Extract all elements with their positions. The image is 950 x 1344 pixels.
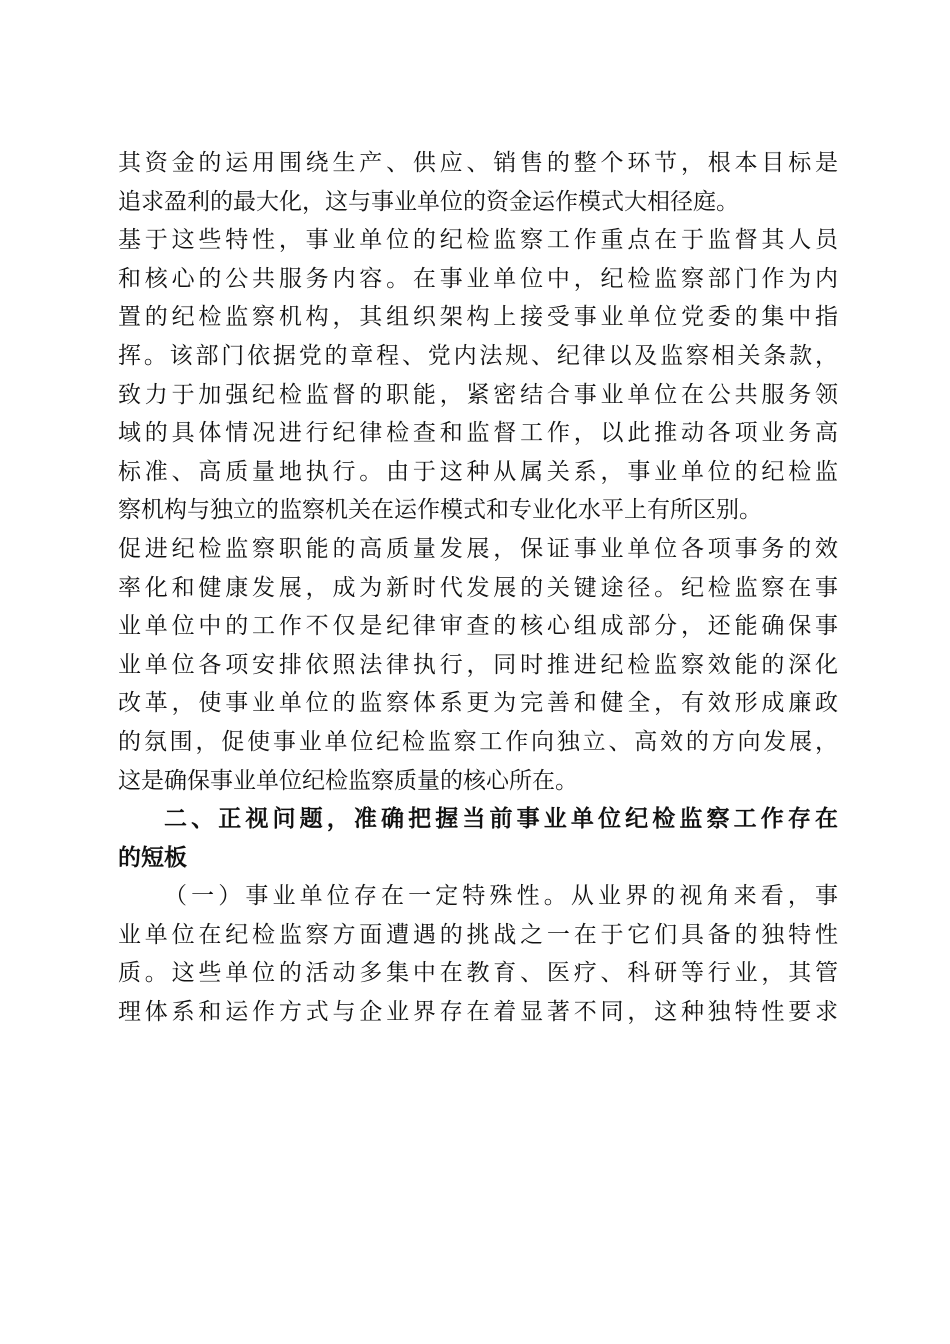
text-line: 其资金的运用围绕生产、供应、销售的整个环节，根本目标是 bbox=[118, 150, 838, 176]
section-heading-2 bbox=[118, 800, 838, 877]
text-line: 标准、高质量地执行。由于这种从属关系，事业单位的纪检监 bbox=[118, 458, 838, 485]
text-line: 业单位各项安排依照法律执行，同时推进纪检监察效能的深化 bbox=[118, 651, 838, 678]
paragraph-2 bbox=[118, 221, 838, 530]
text-line: 质。这些单位的活动多集中在教育、医疗、科研等行业，其管 bbox=[118, 960, 838, 987]
paragraph-3 bbox=[118, 530, 838, 800]
text-line: 的氛围，促使事业单位纪检监察工作向独立、高效的方向发展， bbox=[118, 728, 838, 755]
heading-line: 的短板 bbox=[118, 844, 187, 871]
text-line: 业单位在纪检监察方面遭遇的挑战之一在于它们具备的独特性 bbox=[118, 921, 838, 948]
paragraph-1 bbox=[118, 144, 838, 221]
text-line: 促进纪检监察职能的高质量发展，保证事业单位各项事务的效 bbox=[118, 535, 838, 562]
text-line: 追求盈利的最大化，这与事业单位的资金运作模式大相径庭。 bbox=[118, 188, 739, 215]
text-line: 改革，使事业单位的监察体系更为完善和健全，有效形成廉政 bbox=[118, 690, 838, 717]
text-line: 察机构与独立的监察机关在运作模式和专业化水平上有所区别。 bbox=[118, 497, 762, 524]
text-line: 挥。该部门依据党的章程、党内法规、纪律以及监察相关条款， bbox=[118, 342, 838, 369]
text-line: 这是确保事业单位纪检监察质量的核心所在。 bbox=[118, 767, 578, 794]
text-line: 域的具体情况进行纪律检查和监督工作，以此推动各项业务高 bbox=[118, 420, 838, 447]
text-line: 理体系和运作方式与企业界存在着显著不同，这种独特性要求 bbox=[118, 999, 838, 1026]
text-line: 和核心的公共服务内容。在事业单位中，纪检监察部门作为内 bbox=[118, 265, 838, 292]
heading-line: 二、正视问题，准确把握当前事业单位纪检监察工作存在 bbox=[164, 806, 838, 833]
text-line: 置的纪检监察机构，其组织架构上接受事业单位党委的集中指 bbox=[118, 304, 838, 331]
paragraph-4 bbox=[118, 877, 838, 1031]
text-line: 致力于加强纪检监督的职能，紧密结合事业单位在公共服务领 bbox=[118, 381, 838, 408]
text-line: 业单位中的工作不仅是纪律审查的核心组成部分，还能确保事 bbox=[118, 613, 838, 640]
text-line: 率化和健康发展，成为新时代发展的关键途径。纪检监察在事 bbox=[118, 574, 838, 601]
text-line: （一）事业单位存在一定特殊性。从业界的视角来看，事 bbox=[164, 883, 838, 910]
text-line: 基于这些特性，事业单位的纪检监察工作重点在于监督其人员 bbox=[118, 227, 838, 254]
document-body bbox=[118, 144, 838, 1032]
